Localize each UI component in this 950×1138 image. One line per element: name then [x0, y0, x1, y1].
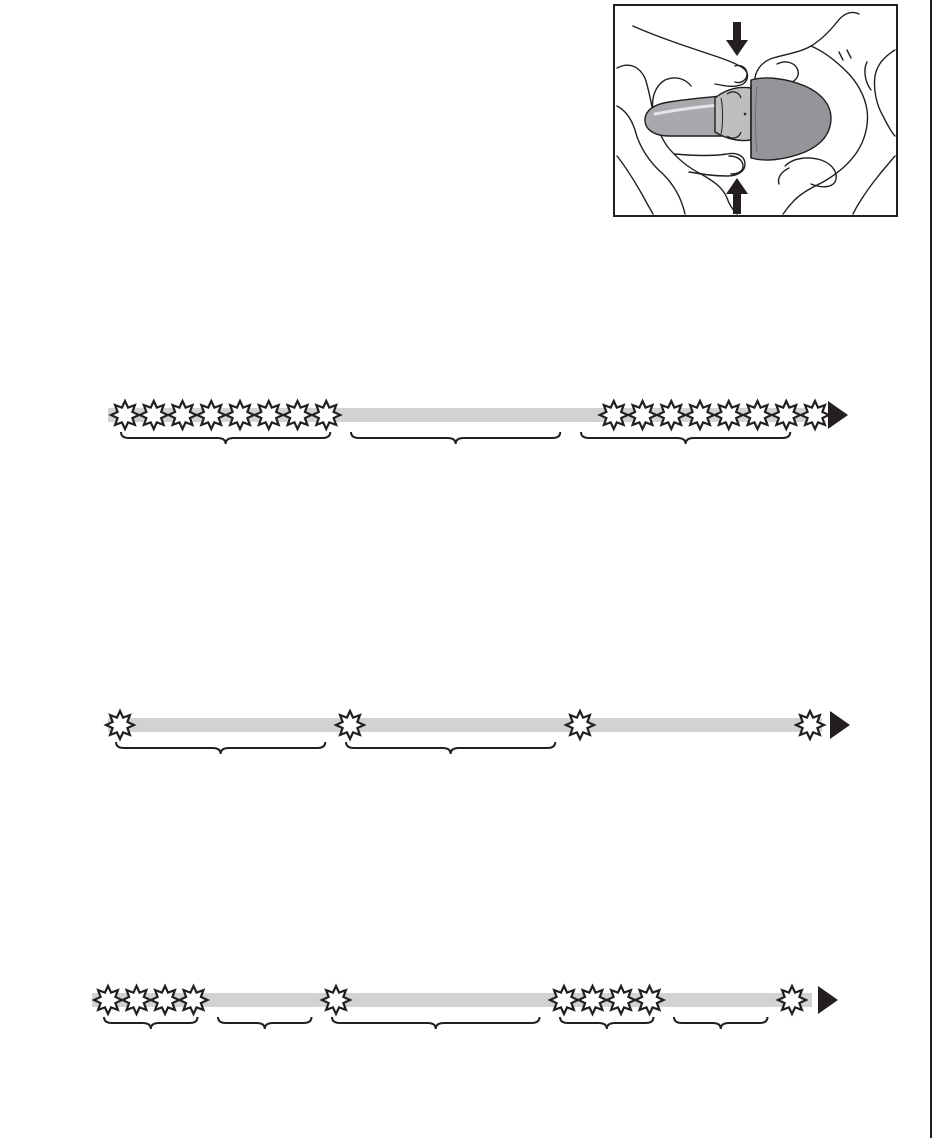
- starburst-marker-icon: [284, 401, 312, 429]
- curly-brace-icon: [674, 1017, 768, 1029]
- starburst-marker-icon: [636, 986, 664, 1014]
- timeline-1: [0, 380, 870, 480]
- curly-brace-icon: [351, 432, 560, 444]
- starburst-marker-icon: [322, 986, 350, 1014]
- starburst-marker-icon: [151, 986, 179, 1014]
- starburst-marker-icon: [796, 711, 824, 739]
- starburst-marker-icon: [94, 986, 122, 1014]
- curly-brace-icon: [581, 432, 790, 444]
- curly-brace-icon: [121, 432, 330, 444]
- curly-brace-icon: [560, 1017, 654, 1029]
- starburst-marker-icon: [778, 986, 806, 1014]
- starburst-marker-icon: [566, 711, 594, 739]
- hands-pressing-applicator-icon: [615, 6, 896, 215]
- starburst-marker-icon: [255, 401, 283, 429]
- starburst-marker-icon: [123, 986, 151, 1014]
- timeline-track: [108, 718, 822, 732]
- starburst-marker-icon: [772, 401, 800, 429]
- applicator-illustration: [613, 4, 898, 217]
- curly-brace-icon: [104, 1017, 198, 1029]
- starburst-marker-icon: [106, 711, 134, 739]
- starburst-marker-icon: [169, 401, 197, 429]
- curly-brace-icon: [346, 742, 555, 754]
- starburst-marker-icon: [180, 986, 208, 1014]
- starburst-marker-icon: [715, 401, 743, 429]
- starburst-marker-icon: [197, 401, 225, 429]
- arrowhead-right-icon: [818, 986, 838, 1014]
- starburst-marker-icon: [744, 401, 772, 429]
- starburst-marker-icon: [657, 401, 685, 429]
- starburst-marker-icon: [226, 401, 254, 429]
- starburst-marker-icon: [550, 986, 578, 1014]
- arrow-down-icon: [726, 22, 748, 56]
- starburst-marker-icon: [579, 986, 607, 1014]
- timeline-2: [0, 690, 870, 790]
- starburst-marker-icon: [600, 401, 628, 429]
- starburst-marker-icon: [801, 401, 829, 429]
- curly-brace-icon: [332, 1017, 540, 1029]
- arrowhead-right-icon: [830, 711, 850, 739]
- curly-brace-icon: [116, 742, 325, 754]
- starburst-marker-icon: [111, 401, 139, 429]
- starburst-marker-icon: [312, 401, 340, 429]
- arrow-up-icon: [726, 178, 748, 214]
- page-edge-line: [930, 0, 932, 1138]
- curly-brace-icon: [218, 1017, 312, 1029]
- starburst-marker-icon: [629, 401, 657, 429]
- starburst-marker-icon: [140, 401, 168, 429]
- starburst-marker-icon: [336, 711, 364, 739]
- timeline-3: [0, 965, 870, 1065]
- starburst-marker-icon: [607, 986, 635, 1014]
- starburst-marker-icon: [686, 401, 714, 429]
